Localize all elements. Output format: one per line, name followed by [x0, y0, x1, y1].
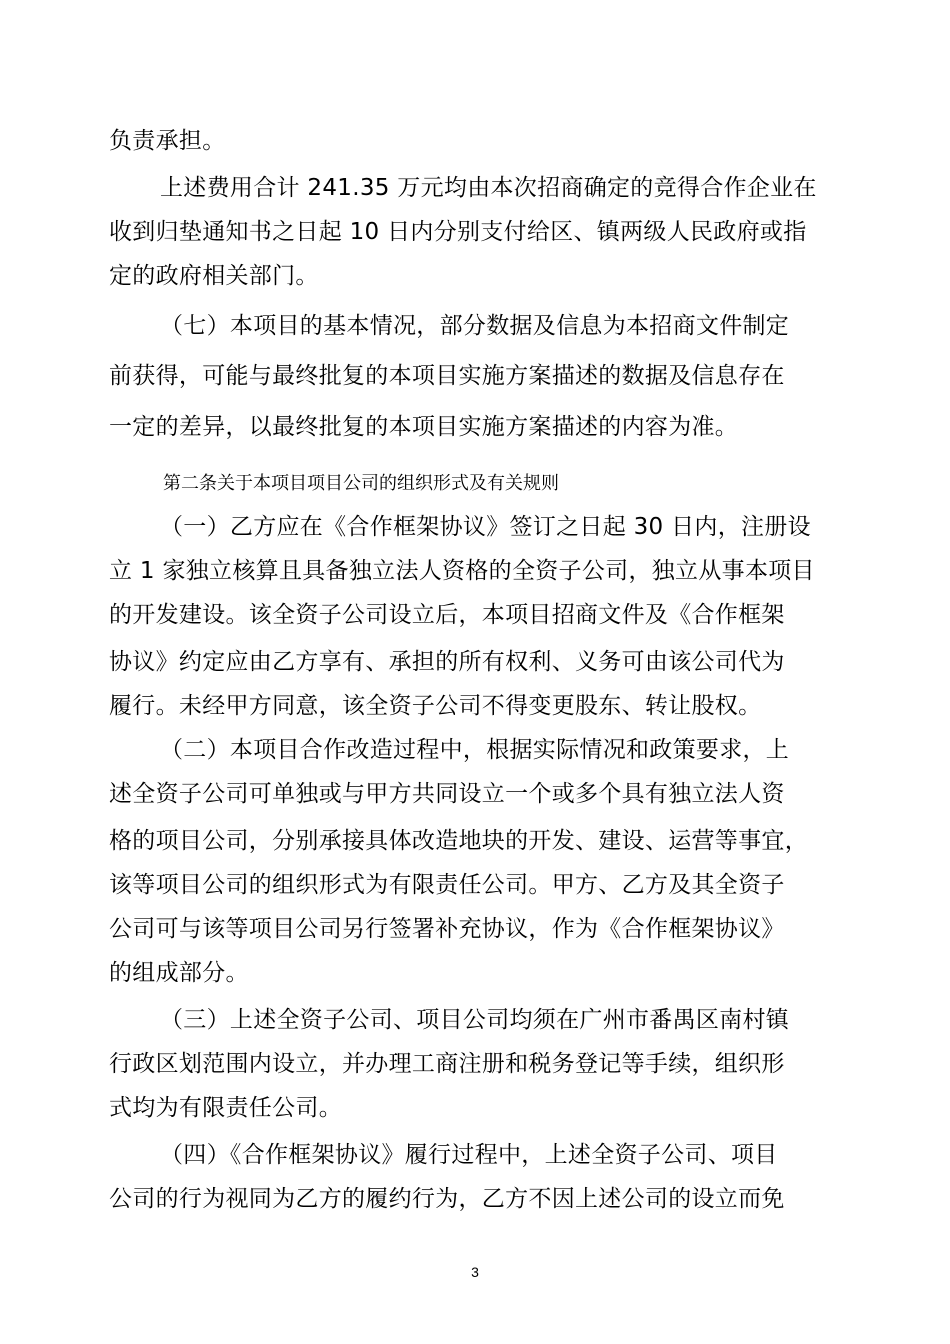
text-line: 一定的差异，以最终批复的本项目实施方案描述的内容为准。: [109, 414, 739, 440]
text-line: 立 1 家独立核算且具备独立法人资格的全资子公司，独立从事本项目: [109, 558, 815, 584]
text-line: 式均为有限责任公司。: [109, 1095, 342, 1121]
text-line: 前获得，可能与最终批复的本项目实施方案描述的数据及信息存在: [109, 363, 785, 389]
text-line: 收到归垫通知书之日起 10 日内分别支付给区、镇两级人民政府或指: [109, 219, 807, 245]
text-line: 公司可与该等项目公司另行签署补充协议，作为《合作框架协议》: [109, 916, 785, 942]
text-line: （二）本项目合作改造过程中，根据实际情况和政策要求，上: [160, 737, 790, 763]
text-line: 述全资子公司可单独或与甲方共同设立一个或多个具有独立法人资: [109, 781, 785, 807]
text-line: 定的政府相关部门。: [109, 263, 319, 289]
text-line: 的组成部分。: [109, 960, 249, 986]
text-line: 格的项目公司，分别承接具体改造地块的开发、建设、运营等事宜，: [109, 828, 808, 854]
text-line: 上述费用合计 241.35 万元均由本次招商确定的竞得合作企业在: [160, 175, 817, 201]
text-line: （一）乙方应在《合作框架协议》签订之日起 30 日内，注册设: [160, 514, 811, 540]
text-line: （七）本项目的基本情况，部分数据及信息为本招商文件制定: [160, 313, 790, 339]
text-line: 的开发建设。该全资子公司设立后，本项目招商文件及《合作框架: [109, 602, 785, 628]
text-line: （四）《合作框架协议》履行过程中，上述全资子公司、项目: [160, 1142, 778, 1168]
text-line: 协议》约定应由乙方享有、承担的所有权利、义务可由该公司代为: [109, 649, 785, 675]
section-heading: 第二条关于本项目项目公司的组织形式及有关规则: [163, 473, 559, 494]
text-line: 负责承担。: [109, 128, 226, 154]
text-line: 公司的行为视同为乙方的履约行为，乙方不因上述公司的设立而免: [109, 1186, 785, 1212]
text-line: （三）上述全资子公司、项目公司均须在广州市番禺区南村镇: [160, 1007, 790, 1033]
text-line: 履行。未经甲方同意，该全资子公司不得变更股东、转让股权。: [109, 693, 762, 719]
page-number: 3: [471, 1264, 479, 1280]
text-line: 行政区划范围内设立，并办理工商注册和税务登记等手续，组织形: [109, 1051, 785, 1077]
text-line: 该等项目公司的组织形式为有限责任公司。甲方、乙方及其全资子: [109, 872, 785, 898]
